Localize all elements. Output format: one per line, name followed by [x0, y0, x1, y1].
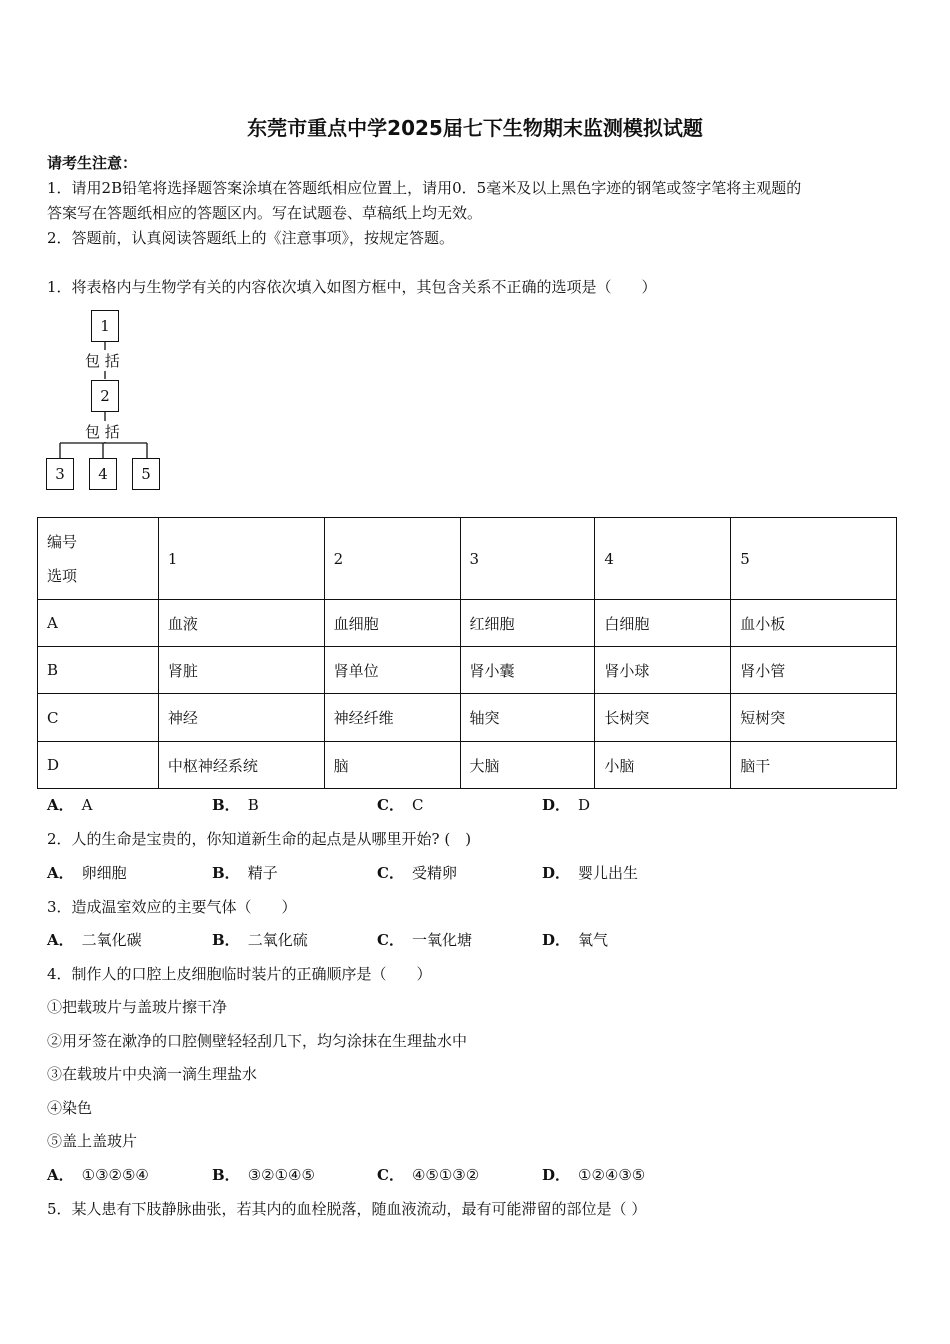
option-text: A: [81, 796, 93, 814]
diagram-box-3: 3: [46, 458, 74, 490]
q2-option-b[interactable]: [212, 862, 278, 883]
option-text: ③②①④⑤: [247, 1166, 315, 1184]
q4-step: ①把载玻片与盖玻片擦干净: [47, 998, 228, 1016]
table-cell: 大脑: [460, 742, 595, 789]
page-title: 东莞市重点中学2025届七下生物期末监测模拟试题: [247, 116, 703, 140]
option-key: B．: [212, 864, 240, 882]
table-header-corner: [38, 518, 159, 600]
option-key: D．: [542, 864, 571, 882]
table-cell: 肾小球: [595, 647, 731, 694]
table-cell: 轴突: [460, 694, 595, 742]
question-1-stem: 1．将表格内与生物学有关的内容依次填入如图方框中，其包含关系不正确的选项是（ ）: [47, 278, 657, 296]
option-text: D: [578, 796, 591, 814]
option-key: D．: [542, 931, 571, 949]
question-3-stem: 3．造成温室效应的主要气体（ ）: [47, 898, 297, 916]
table-column-header: 1: [158, 518, 324, 600]
q1-option-d[interactable]: [542, 794, 590, 815]
q2-option-a[interactable]: [47, 862, 127, 883]
option-text: ①②④③⑤: [578, 1166, 646, 1184]
table-cell: 血细胞: [324, 600, 460, 647]
option-key: C．: [377, 931, 404, 949]
option-key: A．: [47, 796, 74, 814]
question-5-stem: 5．某人患有下肢静脉曲张，若其内的血栓脱落，随血液流动，最有可能滞留的部位是（ ）: [47, 1200, 647, 1218]
table-row: [38, 647, 897, 694]
table-cell: 中枢神经系统: [158, 742, 324, 789]
option-key: C．: [377, 864, 404, 882]
table-column-header: 2: [324, 518, 460, 600]
option-text: 精子: [247, 864, 278, 882]
notice-heading: 请考生注意：: [47, 154, 138, 172]
q4-step: ④染色: [47, 1099, 93, 1117]
q3-option-c[interactable]: [377, 929, 472, 950]
q4-option-b[interactable]: [212, 1164, 315, 1185]
q4-option-a[interactable]: [47, 1164, 149, 1185]
q4-option-d[interactable]: [542, 1164, 645, 1185]
question-1-table: [37, 517, 897, 789]
q4-step: ③在载玻片中央滴一滴生理盐水: [47, 1065, 258, 1083]
question-2-stem: 2．人的生命是宝贵的，你知道新生命的起点是从哪里开始? ( ): [47, 830, 472, 848]
q4-step: ⑤盖上盖玻片: [47, 1132, 138, 1150]
q2-option-d[interactable]: [542, 862, 638, 883]
notice-line-2: 2．答题前，认真阅读答题纸上的《注意事项》，按规定答题。: [47, 229, 455, 247]
q4-option-c[interactable]: [377, 1164, 479, 1185]
option-key: A．: [47, 864, 74, 882]
option-text: 二氧化碳: [81, 931, 142, 949]
option-key: B．: [212, 796, 240, 814]
table-column-header: 5: [731, 518, 897, 600]
table-row: [38, 694, 897, 742]
header-label-option: 选项: [47, 566, 78, 585]
table-cell: 短树突: [731, 694, 897, 742]
table-cell: 神经: [158, 694, 324, 742]
option-key: A．: [47, 931, 74, 949]
option-key: D．: [542, 796, 571, 814]
option-text: 受精卵: [411, 864, 457, 882]
row-key: D: [38, 742, 159, 789]
table-column-header: 3: [460, 518, 595, 600]
diagram-box-1: 1: [91, 310, 119, 342]
header-label-number: 编号: [47, 532, 78, 551]
table-row: [38, 742, 897, 789]
option-text: ④⑤①③②: [411, 1166, 480, 1184]
diagram-label-include-1: 包 括: [85, 352, 120, 370]
table-cell: 小脑: [595, 742, 731, 789]
table-cell: 血液: [158, 600, 324, 647]
diagram-box-2: 2: [91, 380, 119, 412]
table-cell: 肾小囊: [460, 647, 595, 694]
option-text: B: [247, 796, 259, 814]
option-key: C．: [377, 1166, 404, 1184]
option-text: C: [411, 796, 424, 814]
table-row: [38, 600, 897, 647]
option-key: B．: [212, 1166, 240, 1184]
notice-line-1: 1．请用2B铅笔将选择题答案涂填在答题纸相应位置上，请用0．5毫米及以上黑色字迹的钢笔或签字笔将主观题的: [47, 179, 802, 197]
q4-step: ②用牙签在漱净的口腔侧壁轻轻刮几下，均匀涂抹在生理盐水中: [47, 1032, 468, 1050]
table-header-row: [38, 518, 897, 600]
option-text: 二氧化硫: [247, 931, 308, 949]
table-cell: 肾单位: [324, 647, 460, 694]
option-text: 卵细胞: [81, 864, 127, 882]
table-cell: 长树突: [595, 694, 731, 742]
row-key: A: [38, 600, 159, 647]
option-text: 一氧化塘: [411, 931, 472, 949]
table-cell: 红细胞: [460, 600, 595, 647]
notice-line-1b: 答案写在答题纸相应的答题区内。写在试题卷、草稿纸上均无效。: [47, 204, 483, 222]
table-column-header: 4: [595, 518, 731, 600]
option-key: D．: [542, 1166, 571, 1184]
diagram-box-4: 4: [89, 458, 117, 490]
q2-option-c[interactable]: [377, 862, 457, 883]
diagram-box-5: 5: [132, 458, 160, 490]
table-cell: 白细胞: [595, 600, 731, 647]
q3-option-a[interactable]: [47, 929, 142, 950]
table-cell: 血小板: [731, 600, 897, 647]
diagram-label-include-2: 包 括: [85, 423, 120, 441]
q3-option-d[interactable]: [542, 929, 608, 950]
row-key: C: [38, 694, 159, 742]
option-text: ①③②⑤④: [81, 1166, 149, 1184]
q3-option-b[interactable]: [212, 929, 308, 950]
table-cell: 神经纤维: [324, 694, 460, 742]
row-key: B: [38, 647, 159, 694]
q1-option-a[interactable]: [47, 794, 92, 815]
q1-option-b[interactable]: [212, 794, 259, 815]
q1-option-c[interactable]: [377, 794, 423, 815]
option-key: B．: [212, 931, 240, 949]
question-4-stem: 4．制作人的口腔上皮细胞临时装片的正确顺序是（ ）: [47, 965, 432, 983]
table-cell: 肾脏: [158, 647, 324, 694]
table-cell: 脑: [324, 742, 460, 789]
option-key: C．: [377, 796, 404, 814]
table-cell: 脑干: [731, 742, 897, 789]
option-text: 婴儿出生: [578, 864, 639, 882]
option-text: 氧气: [578, 931, 609, 949]
option-key: A．: [47, 1166, 74, 1184]
table-cell: 肾小管: [731, 647, 897, 694]
